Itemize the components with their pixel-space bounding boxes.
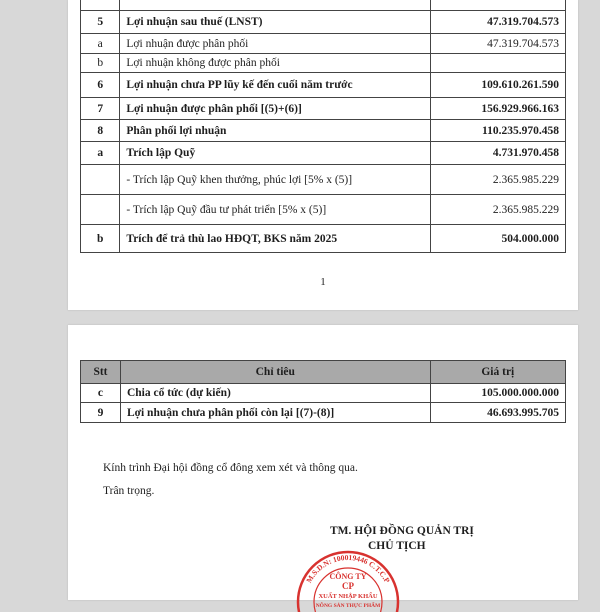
cell-label: Lợi nhuận chưa PP lũy kế đến cuối năm trước	[120, 73, 430, 98]
cell-label: Phân phối lợi nhuận	[120, 120, 430, 142]
page-number: 1	[320, 276, 326, 288]
seal-line1: CÔNG TY	[329, 572, 367, 581]
cell-value	[430, 0, 565, 11]
profit-continuation-table	[80, 360, 566, 423]
cell-label	[120, 0, 430, 11]
table-row	[81, 0, 566, 11]
cell-stt: a	[81, 142, 120, 165]
cell-label: - Trích lập Quỹ khen thưởng, phúc lợi [5% x (5)]	[120, 165, 430, 195]
seal-line4: NÔNG SẢN THỰC PHẨM	[315, 603, 381, 609]
cell-stt: 5	[81, 11, 120, 34]
header-stt: Stt	[81, 361, 121, 384]
cell-stt: 6	[81, 73, 120, 98]
table-row	[81, 195, 566, 225]
cell-value: 47.319.704.573	[430, 34, 565, 54]
cell-value: 105.000.000.000	[430, 384, 565, 403]
company-seal	[293, 542, 403, 612]
cell-stt: 8	[81, 120, 120, 142]
profit-distribution-table	[80, 0, 566, 253]
cell-stt	[81, 195, 120, 225]
cell-stt: c	[81, 384, 121, 403]
cell-stt	[81, 165, 120, 195]
table-row	[81, 98, 566, 120]
seal-line3: XUẤT NHẬP KHẨU	[318, 593, 378, 600]
cell-value: 4.731.970.458	[430, 142, 565, 165]
cell-stt: b	[81, 225, 120, 253]
seal-line2: CP	[342, 581, 354, 591]
cell-stt: 9	[81, 403, 121, 423]
cell-value: 110.235.970.458	[430, 120, 565, 142]
table-row	[81, 403, 566, 423]
cell-label: Lợi nhuận được phân phối [(5)+(6)]	[120, 98, 430, 120]
cell-label: Trích để trả thù lao HĐQT, BKS năm 2025	[120, 225, 430, 253]
cell-value: 156.929.966.163	[430, 98, 565, 120]
regards-line: Trân trọng.	[103, 485, 155, 497]
cell-label: Lợi nhuận được phân phối	[120, 34, 430, 54]
cell-value: 46.693.995.705	[430, 403, 565, 423]
cell-stt: b	[81, 54, 120, 73]
table-row	[81, 142, 566, 165]
cell-label: Chia cổ tức (dự kiến)	[120, 384, 430, 403]
cell-label: Lợi nhuận chưa phân phối còn lại [(7)-(8)]	[120, 403, 430, 423]
table-row	[81, 34, 566, 54]
table-row	[81, 11, 566, 34]
cell-value: 2.365.985.229	[430, 165, 565, 195]
signature-role: CHỦ TỊCH	[368, 540, 426, 552]
signature-title: TM. HỘI ĐỒNG QUẢN TRỊ	[330, 525, 474, 537]
cell-stt	[81, 0, 120, 11]
table-row	[81, 73, 566, 98]
cell-value: 504.000.000	[430, 225, 565, 253]
table-row	[81, 225, 566, 253]
cell-value: 2.365.985.229	[430, 195, 565, 225]
cell-stt: 7	[81, 98, 120, 120]
header-label: Chỉ tiêu	[120, 361, 430, 384]
cell-label: - Trích lập Quỹ đầu tư phát triển [5% x (5)]	[120, 195, 430, 225]
header-value: Giá trị	[430, 361, 565, 384]
cell-value: 47.319.704.573	[430, 11, 565, 34]
table-row	[81, 120, 566, 142]
cell-label: Trích lập Quỹ	[120, 142, 430, 165]
table-header-row	[81, 361, 566, 384]
seal-ring-text: M.S.D.N: 100019446 C.T.C.P	[304, 552, 392, 585]
cell-value: 109.610.261.590	[430, 73, 565, 98]
cell-value	[430, 54, 565, 73]
document-page-2	[68, 325, 578, 609]
cell-label: Lợi nhuận sau thuế (LNST)	[120, 11, 430, 34]
document-page-1	[68, 0, 578, 310]
table-row	[81, 384, 566, 403]
cell-label: Lợi nhuận không được phân phối	[120, 54, 430, 73]
closing-line: Kính trình Đại hội đồng cổ đông xem xét và thông qua.	[103, 462, 358, 474]
table-row	[81, 165, 566, 195]
cell-stt: a	[81, 34, 120, 54]
table-row	[81, 54, 566, 73]
